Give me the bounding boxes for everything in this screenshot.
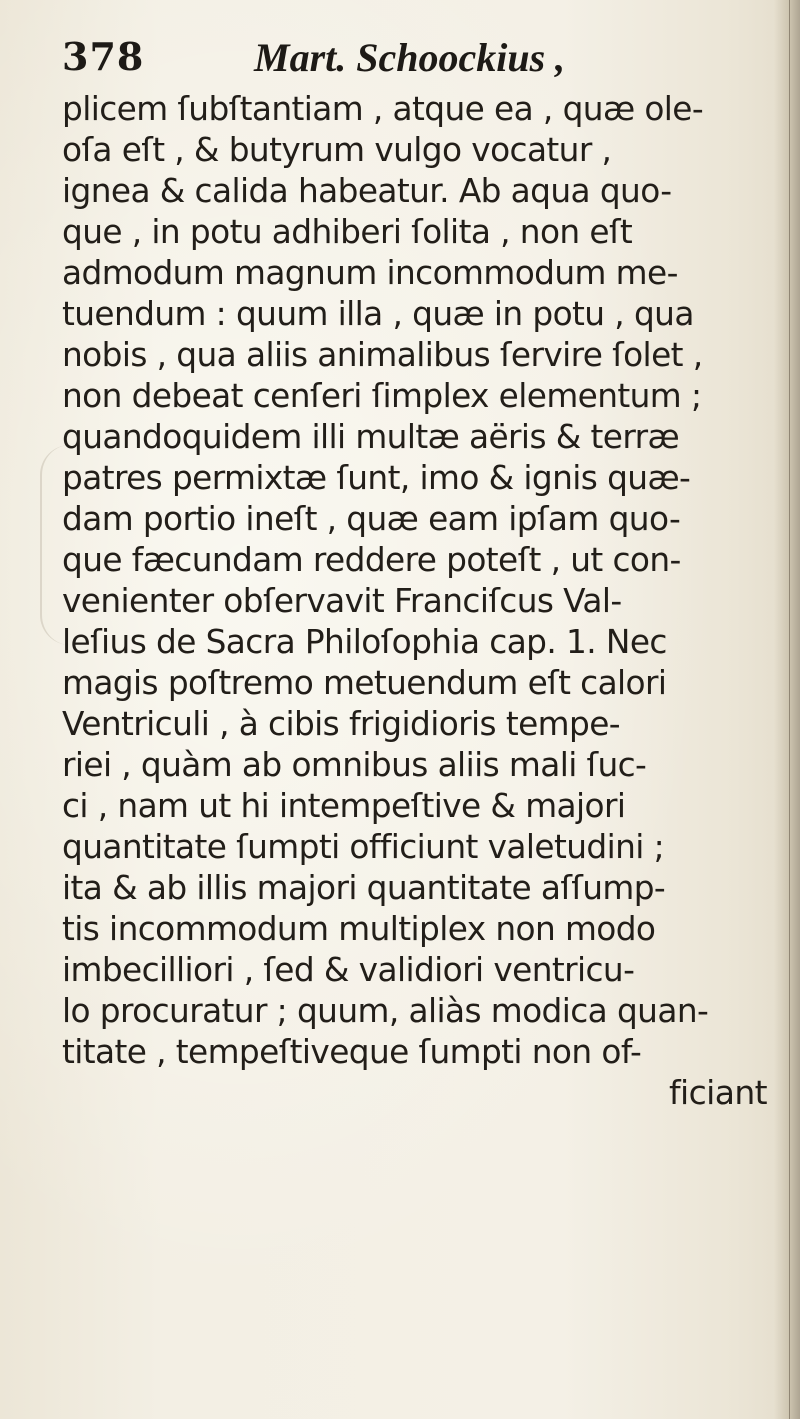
text-line: patres permixtæ ſunt, imo & ignis quæ- bbox=[62, 458, 691, 497]
text-line: venienter obſervavit Franciſcus Val- bbox=[62, 581, 622, 620]
running-head: Mart. Schoockius , bbox=[254, 35, 566, 80]
text-line: leſius de Sacra Philoſophia cap. 1. Nec bbox=[62, 622, 667, 661]
page-edge-line bbox=[789, 0, 790, 1419]
catchword: ficiant bbox=[669, 1073, 767, 1112]
text-line: lo procuratur ; quum, aliàs modica quan- bbox=[62, 991, 709, 1030]
text-line: ignea & calida habeatur. Ab aqua quo- bbox=[62, 171, 672, 210]
text-line: quantitate ſumpti officiunt valetudini ; bbox=[62, 827, 665, 866]
text-line: ita & ab illis majori quantitate aſſump- bbox=[62, 868, 666, 907]
text-line: Ventriculi , à cibis frigidioris tempe- bbox=[62, 704, 621, 743]
text-line: admodum magnum incommodum me- bbox=[62, 253, 678, 292]
text-line: non debeat cenſeri ſimplex elementum ; bbox=[62, 376, 702, 415]
text-line: oſa eſt , & butyrum vulgo vocatur , bbox=[62, 130, 612, 169]
text-line: que , in potu adhiberi ſolita , non eſt bbox=[62, 212, 633, 251]
text-line: ci , nam ut hi intempeſtive & majori bbox=[62, 786, 626, 825]
text-line: riei , quàm ab omnibus aliis mali ſuc- bbox=[62, 745, 647, 784]
text-line: imbecilliori , ſed & validiori ventricu- bbox=[62, 950, 635, 989]
text-line: que fæcundam reddere poteſt , ut con- bbox=[62, 540, 681, 579]
text-line: nobis , qua aliis animalibus ſervire ſolet , bbox=[62, 335, 703, 374]
text-line: magis poſtremo metuendum eſt calori bbox=[62, 663, 667, 702]
text-line: titate , tempeſtiveque ſumpti non of- bbox=[62, 1032, 642, 1071]
page-number: 378 bbox=[62, 34, 145, 79]
text-line: quandoquidem illi multæ aëris & terræ bbox=[62, 417, 680, 456]
text-line: tis incommodum multiplex non modo bbox=[62, 909, 656, 948]
text-line: plicem ſubſtantiam , atque ea , quæ ole- bbox=[62, 89, 704, 128]
text-line: tuendum : quum illa , quæ in potu , qua bbox=[62, 294, 694, 333]
page-gutter-shadow bbox=[774, 0, 800, 1419]
page-header bbox=[62, 34, 702, 90]
body-text bbox=[62, 88, 772, 1113]
text-line: dam portio ineſt , quæ eam ipſam quo- bbox=[62, 499, 681, 538]
